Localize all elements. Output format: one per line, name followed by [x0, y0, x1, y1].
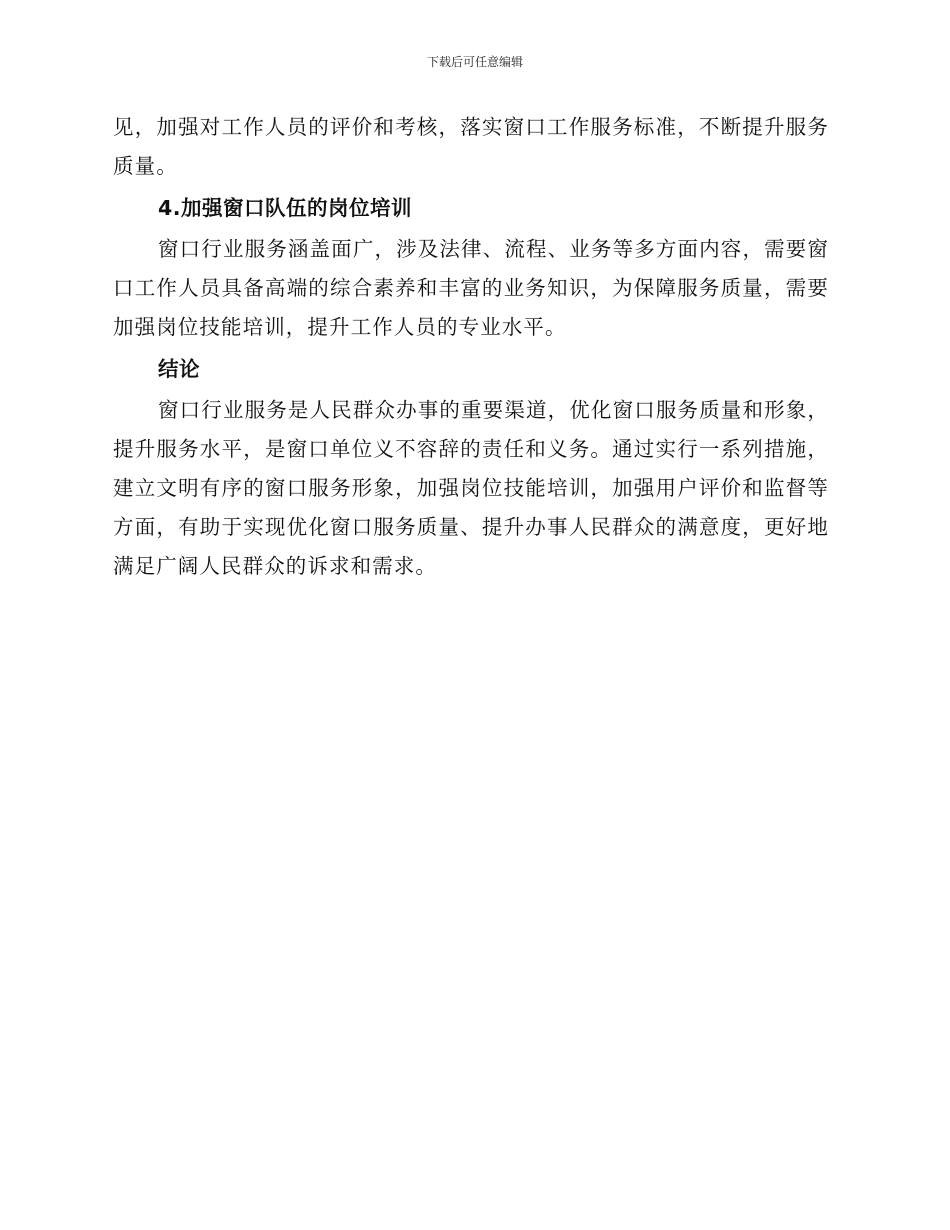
paragraph-continued: 见，加强对工作人员的评价和考核，落实窗口工作服务标准，不断提升服务质量。: [113, 115, 829, 178]
paragraph-conclusion: 窗口行业服务是人民群众办事的重要渠道，优化窗口服务质量和形象，提升服务水平，是窗口单位义不容辞的责任和义务。通过实行一系列措施，建立文明有序的窗口服务形象，加强岗位技能培训，加强用户评价和监督等方面，有助于实现优化窗口服务质量、提升办事人民群众的满意度，更好地满足广阔人民群众的诉求和需求。: [113, 398, 829, 578]
section-heading-conclusion: 结论: [158, 357, 200, 381]
document-body: [113, 108, 829, 586]
paragraph-training: 窗口行业服务涵盖面广，涉及法律、流程、业务等多方面内容，需要窗口工作人员具备高端的综合素养和丰富的业务知识，为保障服务质量，需要加强岗位技能培训，提升工作人员的专业水平。: [113, 237, 829, 339]
header-note: 下载后可任意编辑: [426, 55, 523, 69]
section-heading-training: 4.加强窗口队伍的岗位培训: [158, 196, 413, 220]
